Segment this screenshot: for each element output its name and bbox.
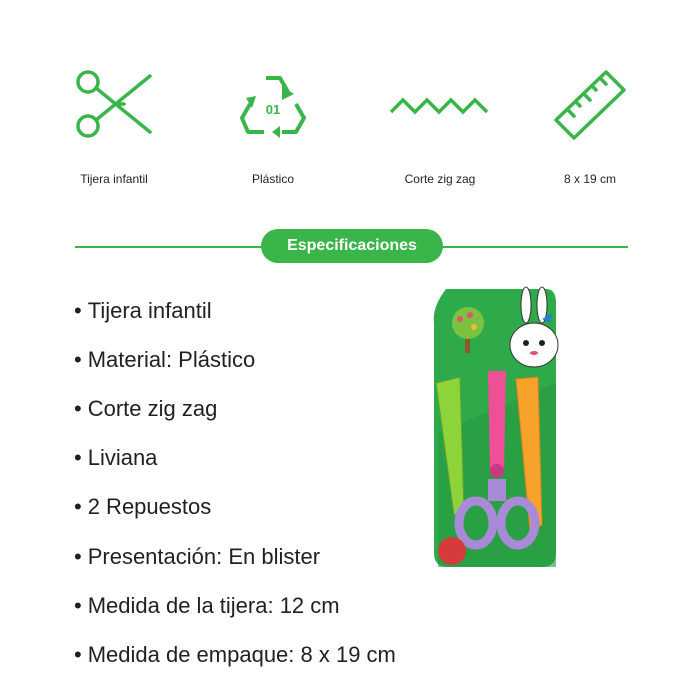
spec-text: Presentación: En blister [87, 543, 321, 569]
product-image [430, 283, 562, 576]
recycle-icon [236, 68, 310, 142]
feature-size [520, 68, 660, 186]
list-item [74, 434, 396, 483]
scissors-icon [72, 68, 156, 140]
spec-text: Material: Plástico [87, 346, 256, 372]
ruler-icon [548, 68, 632, 142]
feature-material [203, 68, 343, 186]
list-item [74, 532, 396, 581]
bullet: • [74, 395, 82, 421]
spec-text: Corte zig zag [87, 395, 218, 421]
bullet: • [74, 641, 82, 667]
spec-text: Tijera infantil [87, 297, 212, 323]
feature-zigzag [370, 68, 510, 186]
bullet: • [74, 592, 82, 618]
recycle-code: 01 [265, 102, 281, 117]
divider-left [75, 246, 265, 248]
list-item [74, 384, 396, 433]
section-title: Especificaciones [261, 229, 443, 263]
bullet: • [74, 494, 82, 520]
feature-label: 8 x 19 cm [563, 172, 617, 186]
list-item [74, 286, 396, 335]
feature-label: Corte zig zag [404, 172, 476, 186]
bullet: • [74, 297, 82, 323]
apple-graphic [438, 537, 466, 565]
specs-list [74, 286, 396, 680]
spec-text: Medida de la tijera: 12 cm [87, 592, 340, 618]
feature-label: Tijera infantil [80, 172, 148, 186]
list-item [74, 335, 396, 384]
spec-text: Medida de empaque: 8 x 19 cm [87, 641, 396, 667]
list-item [74, 630, 396, 679]
pink-blade [488, 371, 506, 473]
bullet: • [74, 543, 82, 569]
divider-right [440, 246, 628, 248]
spec-text: 2 Repuestos [87, 494, 212, 520]
feature-label: Plástico [251, 172, 295, 186]
bullet: • [74, 445, 82, 471]
zigzag-icon [385, 68, 495, 140]
spec-text: Liviana [87, 445, 158, 471]
list-item [74, 483, 396, 532]
feature-scissors [44, 68, 184, 186]
list-item [74, 581, 396, 630]
bullet: • [74, 346, 82, 372]
